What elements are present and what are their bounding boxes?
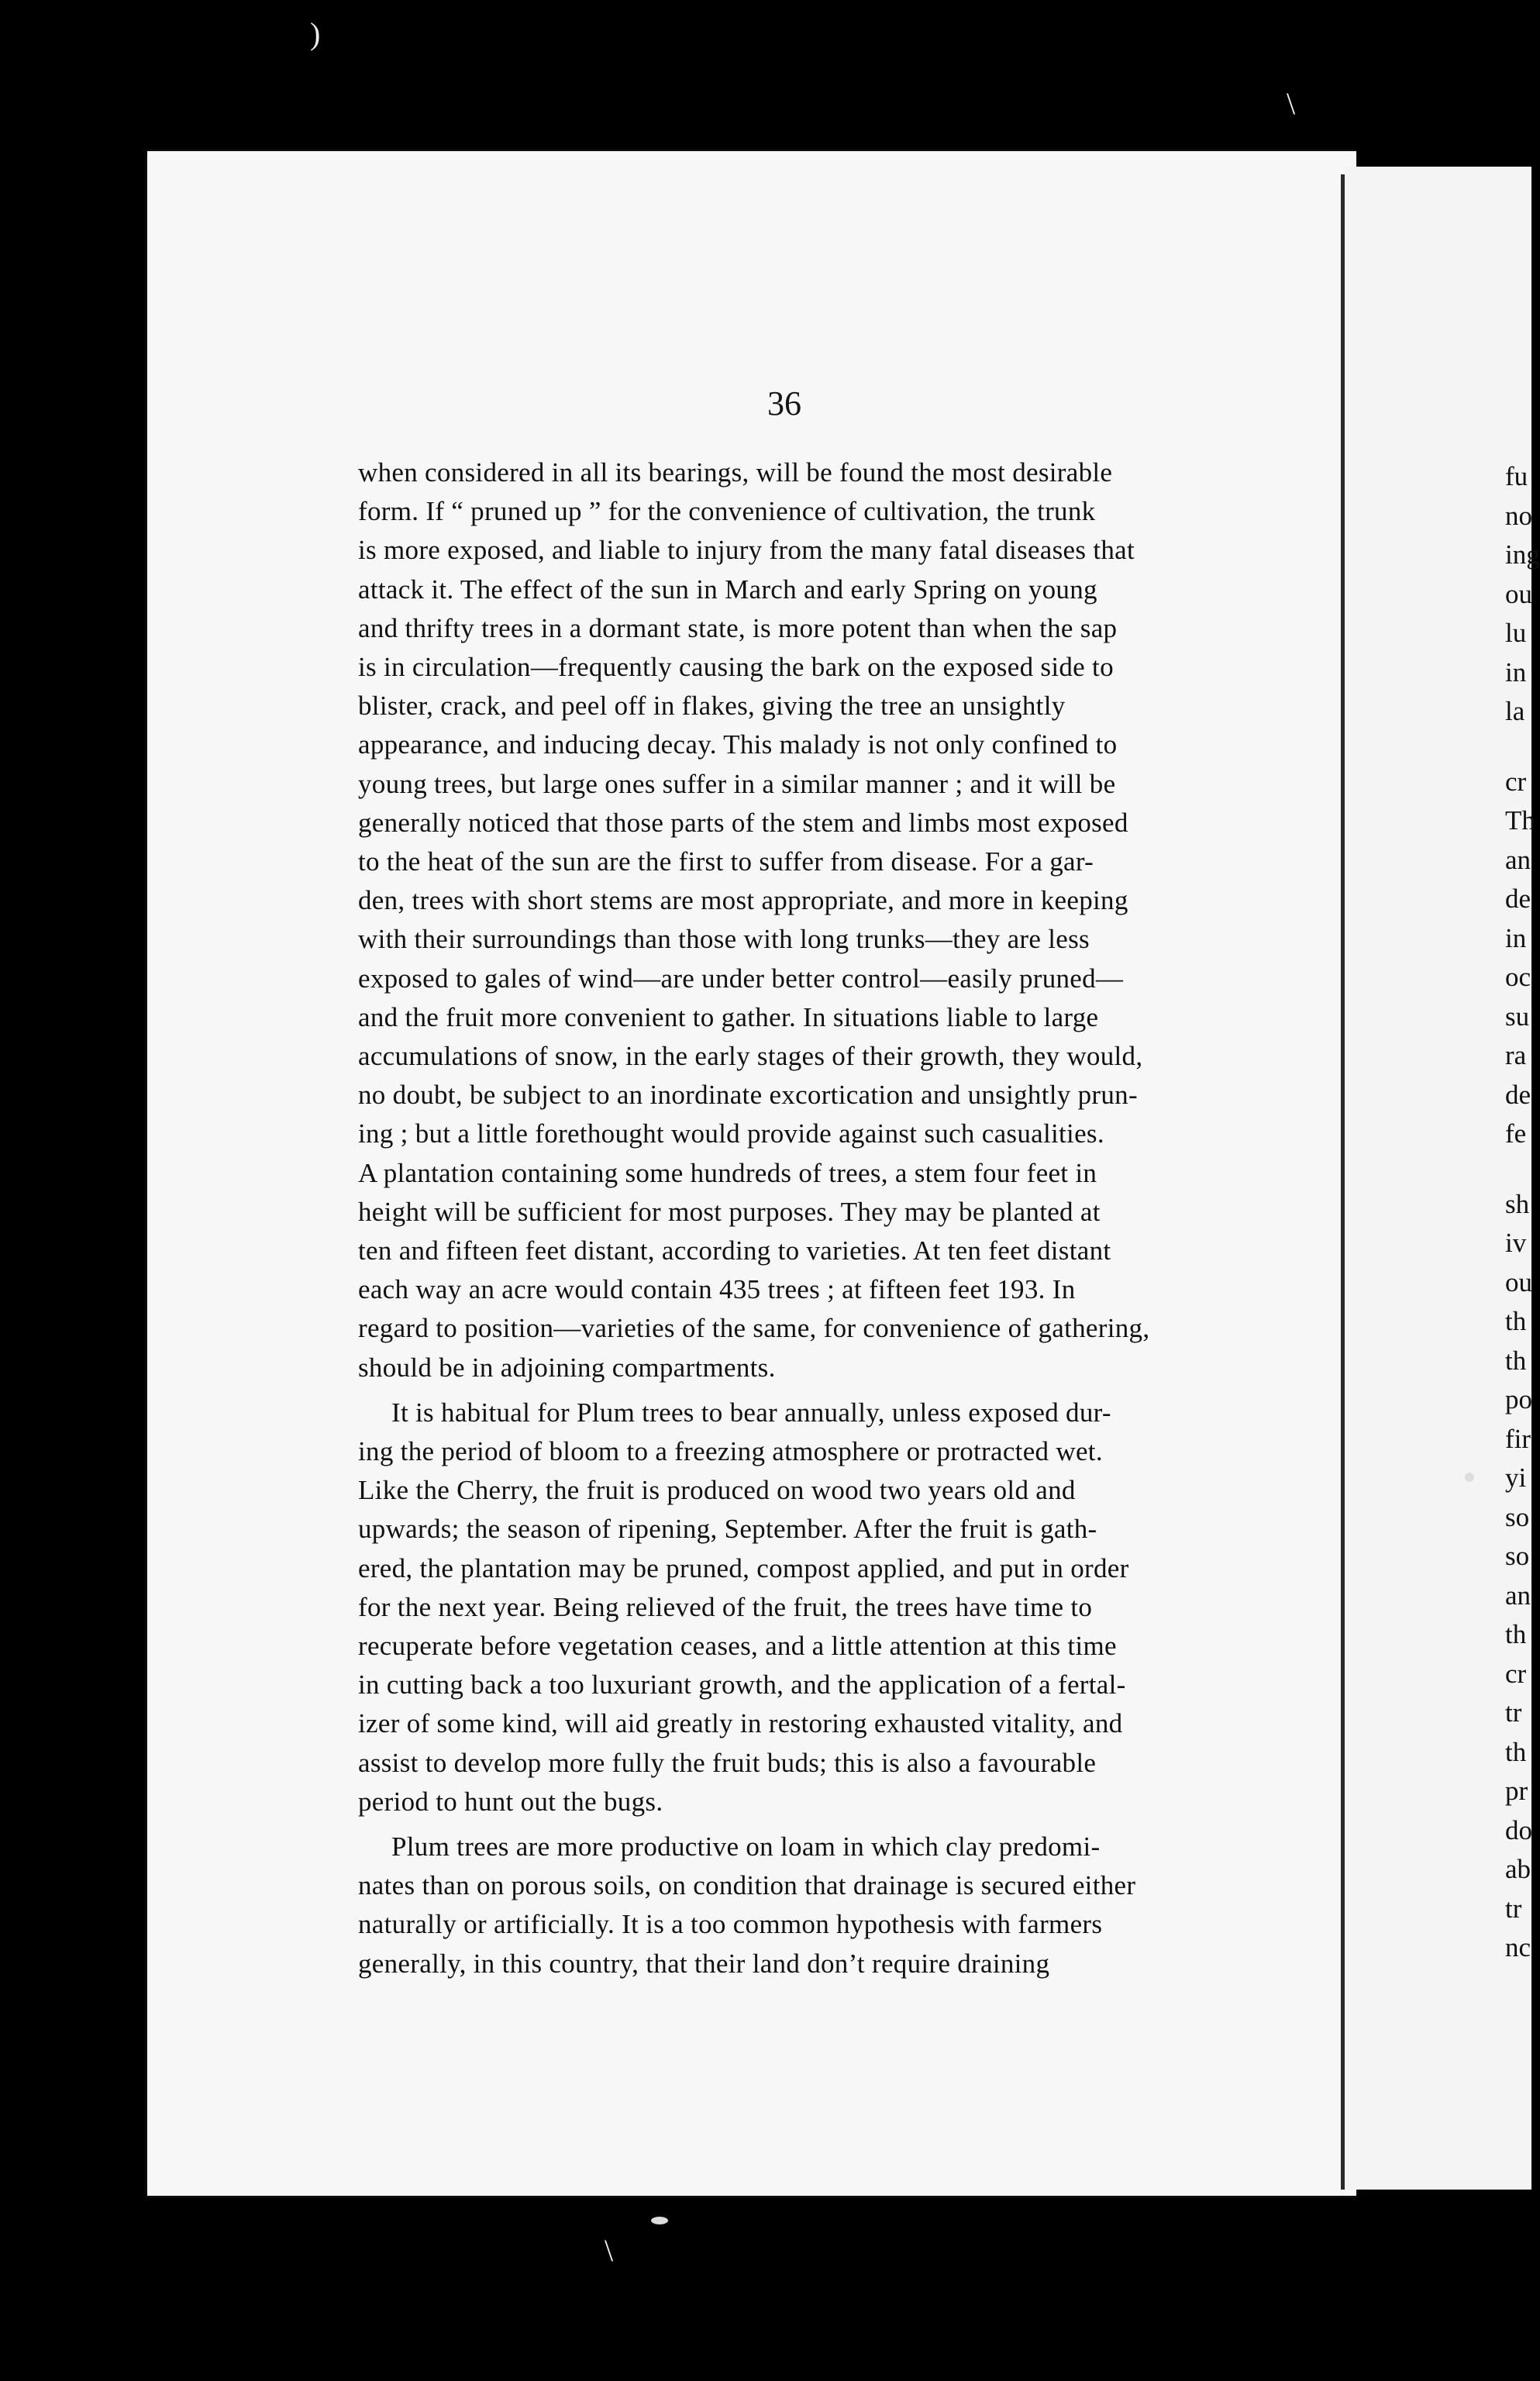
text-line: A plantation containing some hundreds of trees, a stem four feet in [358,1157,1097,1188]
facing-text-fragment: in [1505,922,1527,953]
facing-text-fragment: yi [1505,1463,1527,1493]
facing-text-fragment: so [1505,1541,1530,1571]
text-line: upwards; the season of ripening, September. After the fruit is gath- [358,1514,1097,1545]
facing-text-fragment: ra [1505,1040,1527,1070]
text-line: for the next year. Being relieved of the fruit, the trees have time to [358,1591,1093,1622]
text-line: is more exposed, and liable to injury from the many fatal diseases that [358,535,1135,566]
facing-text-fragment: so [1505,1501,1530,1532]
facing-text-fragment: pr [1505,1776,1528,1806]
scan-artifact-mark: \ [605,2233,614,2268]
text-line: with their surroundings than those with long trunks—they are less [358,924,1090,955]
text-line: naturally or artificially. It is a too common hypothesis with farmers [358,1909,1103,1940]
facing-text-fragment: th [1505,1345,1527,1376]
facing-text-fragment: ou [1505,1266,1532,1297]
facing-text-fragment: fir [1505,1423,1531,1454]
text-line: generally noticed that those parts of the stem and limbs most exposed [358,807,1128,838]
scan-artifact-mark: \ [1287,86,1296,121]
text-line: nates than on porous soils, on condition that drainage is secured either [358,1870,1136,1901]
text-line: accumulations of snow, in the early stages of their growth, they would, [358,1041,1143,1071]
text-line: recuperate before vegetation ceases, and a little attention at this time [358,1631,1117,1661]
text-line: generally, in this country, that their land don’t require draining [358,1948,1050,1979]
text-line: ing the period of bloom to a freezing atmosphere or protracted wet. [358,1436,1103,1466]
text-line: period to hunt out the bugs. [358,1786,663,1817]
text-line: blister, crack, and peel off in flakes, giving the tree an unsightly [358,691,1066,722]
text-line: no doubt, be subject to an inordinate excortication and unsightly prun- [358,1080,1138,1111]
facing-text-fragment: oc [1505,962,1531,992]
facing-text-fragment: do [1505,1814,1532,1845]
text-line: appearance, and inducing decay. This malady is not only confined to [358,729,1118,760]
scan-speck [1465,1473,1474,1482]
facing-text-fragment: de [1505,1079,1531,1110]
facing-text-fragment: th [1505,1306,1527,1336]
text-line: and the fruit more convenient to gather. In situations liable to large [358,1001,1099,1032]
facing-text-fragment: lu [1505,618,1527,648]
facing-text-fragment: an [1505,1580,1531,1611]
text-line: to the heat of the sun are the first to suffer from disease. For a gar- [358,846,1094,877]
facing-text-fragment: no [1505,500,1532,531]
text-line: height will be sufficient for most purposes. They may be planted at [358,1196,1101,1227]
facing-text-fragment: su [1505,1001,1530,1032]
text-line: izer of some kind, will aid greatly in restoring exhausted vitality, and [358,1708,1123,1739]
text-line: regard to position—varieties of the same, for convenience of gathering, [358,1313,1150,1344]
scan-speck [651,2217,668,2224]
text-line: exposed to gales of wind—are under better control—easily pruned— [358,963,1124,994]
facing-text-fragment: th [1505,1736,1527,1767]
text-line: attack it. The effect of the sun in March and early Spring on young [358,574,1097,605]
facing-text-fragment: la [1505,696,1525,726]
facing-text-fragment: de [1505,884,1531,914]
facing-text-fragment: ab [1505,1854,1531,1884]
scan-artifact-mark: ) [310,16,321,51]
facing-text-fragment: cr [1505,766,1527,797]
facing-text-fragment: iv [1505,1228,1527,1258]
facing-page [1345,167,1531,2190]
text-line: It is habitual for Plum trees to bear annually, unless exposed dur- [391,1397,1111,1428]
page-number: 36 [767,384,801,422]
facing-text-fragment: ou [1505,578,1532,609]
facing-text-fragment: ing [1505,539,1540,570]
text-line: assist to develop more fully the fruit buds; this is also a favourable [358,1747,1097,1778]
text-line: is in circulation—frequently causing the bark on the exposed side to [358,652,1114,682]
facing-text-fragment: po [1505,1384,1532,1414]
facing-text-fragment: tr [1505,1697,1522,1728]
text-line: each way an acre would contain 435 trees ; at fifteen feet 193. In [358,1274,1076,1305]
text-line: should be in adjoining compartments. [358,1352,776,1383]
text-line: form. If “ pruned up ” for the convenience of cultivation, the trunk [358,496,1096,527]
facing-text-fragment: in [1505,656,1527,687]
text-line: Plum trees are more productive on loam in which clay predomi- [391,1831,1101,1862]
facing-text-fragment: th [1505,1619,1527,1649]
facing-text-fragment: tr [1505,1893,1522,1924]
text-line: young trees, but large ones suffer in a similar manner ; and it will be [358,768,1116,799]
text-line: Like the Cherry, the fruit is produced on wood two years old and [358,1475,1076,1506]
facing-text-fragment: Th [1505,805,1535,836]
facing-text-fragment: nc [1505,1932,1531,1962]
text-line: when considered in all its bearings, will be found the most desirable [358,457,1113,488]
facing-text-fragment: an [1505,844,1531,875]
facing-text-fragment: fu [1505,461,1528,491]
text-line: and thrifty trees in a dormant state, is more potent than when the sap [358,612,1118,643]
text-line: den, trees with short stems are most appropriate, and more in keeping [358,885,1128,916]
facing-text-fragment: sh [1505,1188,1530,1219]
text-line: ten and fifteen feet distant, according to varieties. At ten feet distant [358,1235,1111,1266]
text-line: ing ; but a little forethought would provide against such casualities. [358,1118,1104,1149]
text-line: in cutting back a too luxuriant growth, and the application of a fertal- [358,1669,1126,1700]
text-line: ered, the plantation may be pruned, compost applied, and put in order [358,1552,1129,1583]
facing-text-fragment: fe [1505,1118,1527,1149]
facing-text-fragment: cr [1505,1658,1527,1689]
